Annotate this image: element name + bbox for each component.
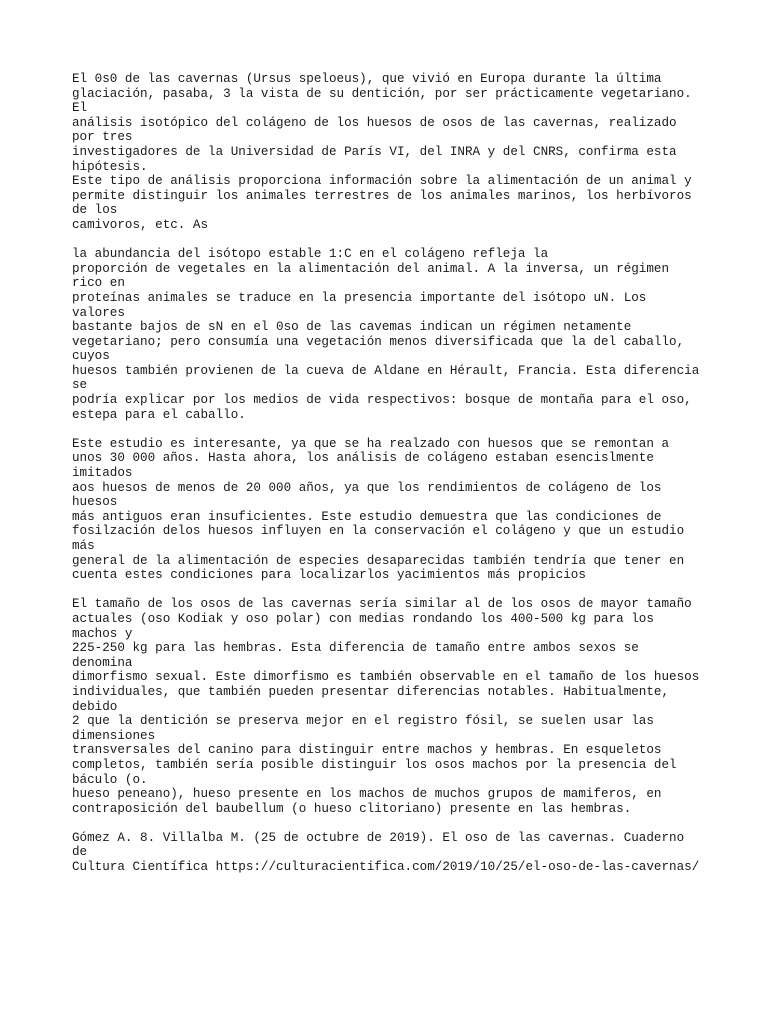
text-line: debido — [72, 699, 118, 714]
text-line: Este estudio es interesante, ya que se ha realzado con huesos que se remontan a — [72, 436, 670, 451]
text-line: rico en — [72, 276, 125, 291]
text-line: valores — [72, 305, 125, 320]
text-line: individuales, que también pueden presentar diferencias notables. Habitualmente, — [72, 684, 670, 699]
paragraph-isotopes — [72, 247, 712, 422]
text-line: aos huesos de menos de 20 000 años, ya que los rendimientos de colágeno de los — [72, 480, 662, 495]
text-line: machos y — [72, 626, 133, 641]
text-line: análisis isotópico del colágeno de los huesos de osos de las cavernas, realizado — [72, 115, 677, 130]
text-line: más antiguos eran insuficientes. Este estudio demuestra que las condiciones de — [72, 509, 662, 524]
text-line: fosilzación delos huesos influyen en la conservación el colágeno y que un estudio — [72, 524, 685, 539]
text-line: la abundancia del isótopo estable 1:C en el colágeno refleja la — [72, 247, 549, 262]
text-line: El 0s0 de las cavernas (Ursus speloeus), que vivió en Europa durante la última — [72, 72, 662, 86]
text-line: vegetariano; pero consumía una vegetación menos diversificada que la del caballo, — [72, 334, 685, 349]
text-line: cuenta estes condiciones para localizarlos yacimientos más propicios — [72, 568, 586, 583]
text-line: investigadores de la Universidad de París VI, del INRA y del CNRS, confirma esta — [72, 144, 677, 159]
text-line: 2 que la dentición se preserva mejor en el registro fósil, se suelen usar las — [72, 714, 654, 729]
text-line: unos 30 000 años. Hasta ahora, los análisis de colágeno estaban esencislmente — [72, 451, 654, 466]
text-line: denomina — [72, 655, 133, 670]
text-line: hueso peneano), hueso presente en los machos de muchos grupos de mamiferos, en — [72, 787, 662, 802]
text-line: podría explicar por los medios de vida respectivos: bosque de montaña para el oso, — [72, 393, 692, 408]
text-line: 225-250 kg para las hembras. Esta diferencia de tamaño entre ambos sexos se — [72, 641, 639, 656]
text-line: dimorfismo sexual. Este dimorfismo es también observable en el tamaño de los huesos — [72, 670, 700, 685]
text-line: completos, también sería posible distinguir los osos machos por la presencia del — [72, 757, 677, 772]
text-line: contraposición del baubellum (o hueso clitoriano) presente en las hembras. — [72, 801, 632, 816]
text-line: báculo (o. — [72, 772, 148, 787]
text-line: Este tipo de análisis proporciona información sobre la alimentación de un animal y — [72, 174, 692, 189]
text-line: proporción de vegetales en la alimentación del animal. A la inversa, un régimen — [72, 261, 670, 276]
text-line: imitados — [72, 466, 133, 481]
paragraph-study — [72, 437, 712, 583]
text-line: huesos también provienen de la cueva de Aldane en Hérault, Francia. Esta diferencia — [72, 363, 700, 378]
paragraph-citation — [72, 831, 712, 875]
paragraph-intro — [72, 72, 712, 233]
text-line: transversales del canino para distinguir entre machos y hembras. En esqueletos — [72, 743, 662, 758]
text-line: actuales (oso Kodiak y oso polar) con medias rondando los 400-500 kg para los — [72, 611, 654, 626]
text-line: hipótesis. — [72, 159, 148, 174]
text-line: más — [72, 539, 95, 553]
text-line: El — [72, 101, 88, 116]
text-line: estepa para el caballo. — [72, 407, 246, 422]
text-line: de — [72, 845, 88, 860]
text-line: dimensiones — [72, 728, 156, 743]
text-line: por tres — [72, 130, 133, 145]
document-page — [72, 72, 712, 889]
text-line: cuyos — [72, 349, 110, 364]
text-line: general de la alimentación de especies desaparecidas también tendría que tener en — [72, 553, 685, 568]
text-line: se — [72, 378, 88, 393]
paragraph-size — [72, 597, 712, 816]
text-line: El tamaño de los osos de las cavernas sería similar al de los osos de mayor tamaño — [72, 597, 692, 612]
text-line: bastante bajos de sN en el 0so de las cavemas indican un régimen netamente — [72, 320, 632, 335]
citation-url-line: Cultura Científica https://culturacientifica.com/2019/10/25/el-oso-de-las-cavernas/ — [72, 860, 700, 875]
text-line: permite distinguir los animales terrestres de los animales marinos, los herbívoros — [72, 188, 692, 203]
text-line: de los — [72, 203, 118, 218]
text-line: proteínas animales se traduce en la presencia importante del isótopo uN. Los — [72, 290, 647, 305]
text-line: camivoros, etc. As — [72, 217, 209, 232]
text-line: Gómez A. 8. Villalba M. (25 de octubre de 2019). El oso de las cavernas. Cuaderno — [72, 830, 685, 845]
text-line: huesos — [72, 495, 118, 510]
text-line: glaciación, pasaba, 3 la vista de su dentición, por ser prácticamente vegetariano. — [72, 86, 692, 101]
